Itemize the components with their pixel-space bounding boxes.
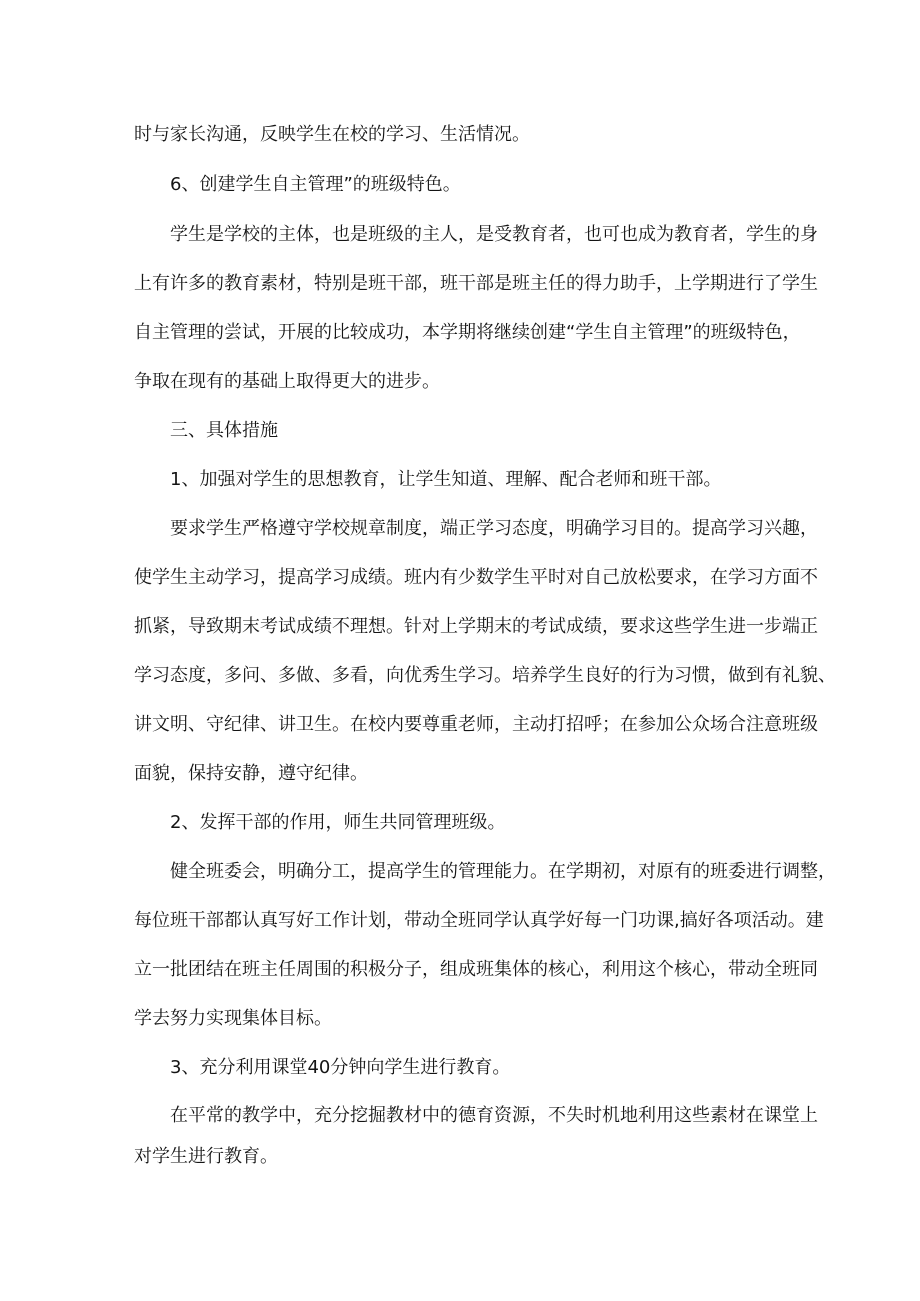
text-line: 立一批团结在班主任周围的积极分子，组成班集体的核心，利用这个核心，带动全班同 (134, 959, 818, 980)
text-line: 在平常的教学中，充分挖掘教材中的德育资源，不失时机地利用这些素材在课堂上 (170, 1105, 818, 1126)
text-line: 对学生进行教育。 (134, 1146, 278, 1167)
text-line: 争取在现有的基础上取得更大的进步。 (134, 371, 440, 392)
text-line: 要求学生严格遵守学校规章制度，端正学习态度，明确学习目的。提高学习兴趣， (170, 518, 818, 539)
list-item-heading: 3、充分利用课堂40分钟向学生进行教育。 (170, 1057, 511, 1078)
text-line: 抓紧，导致期末考试成绩不理想。针对上学期末的考试成绩，要求这些学生进一步端正 (134, 616, 818, 637)
text-line: 使学生主动学习，提高学习成绩。班内有少数学生平时对自己放松要求，在学习方面不 (134, 567, 818, 588)
text-line: 学习态度，多问、多做、多看，向优秀生学习。培养学生良好的行为习惯，做到有礼貌、 (134, 665, 836, 686)
list-item-heading: 6、创建学生自主管理”的班级特色。 (170, 174, 461, 195)
text-line: 每位班干部都认真写好工作计划，带动全班同学认真学好每一门功课,搞好各项活动。建 (134, 910, 824, 931)
text-line: 健全班委会，明确分工，提高学生的管理能力。在学期初，对原有的班委进行调整， (170, 861, 836, 882)
text-line: 讲文明、守纪律、讲卫生。在校内要尊重老师，主动打招呼；在参加公众场合注意班级 (134, 714, 818, 735)
text-line: 面貌，保持安静，遵守纪律。 (134, 763, 368, 784)
text-line: 上有许多的教育素材，特别是班干部，班干部是班主任的得力助手，上学期进行了学生 (134, 273, 818, 294)
list-item-heading: 2、发挥干部的作用，师生共同管理班级。 (170, 812, 506, 833)
section-heading: 三、具体措施 (170, 420, 278, 441)
text-line: 学去努力实现集体目标。 (134, 1008, 332, 1029)
text-line: 学生是学校的主体，也是班级的主人，是受教育者，也可也成为教育者，学生的身 (170, 224, 818, 245)
list-item-heading: 1、加强对学生的思想教育，让学生知道、理解、配合老师和班干部。 (170, 469, 722, 490)
text-line: 自主管理的尝试，开展的比较成功，本学期将继续创建“学生自主管理”的班级特色， (134, 322, 801, 343)
text-line: 时与家长沟通，反映学生在校的学习、生活情况。 (134, 124, 530, 145)
